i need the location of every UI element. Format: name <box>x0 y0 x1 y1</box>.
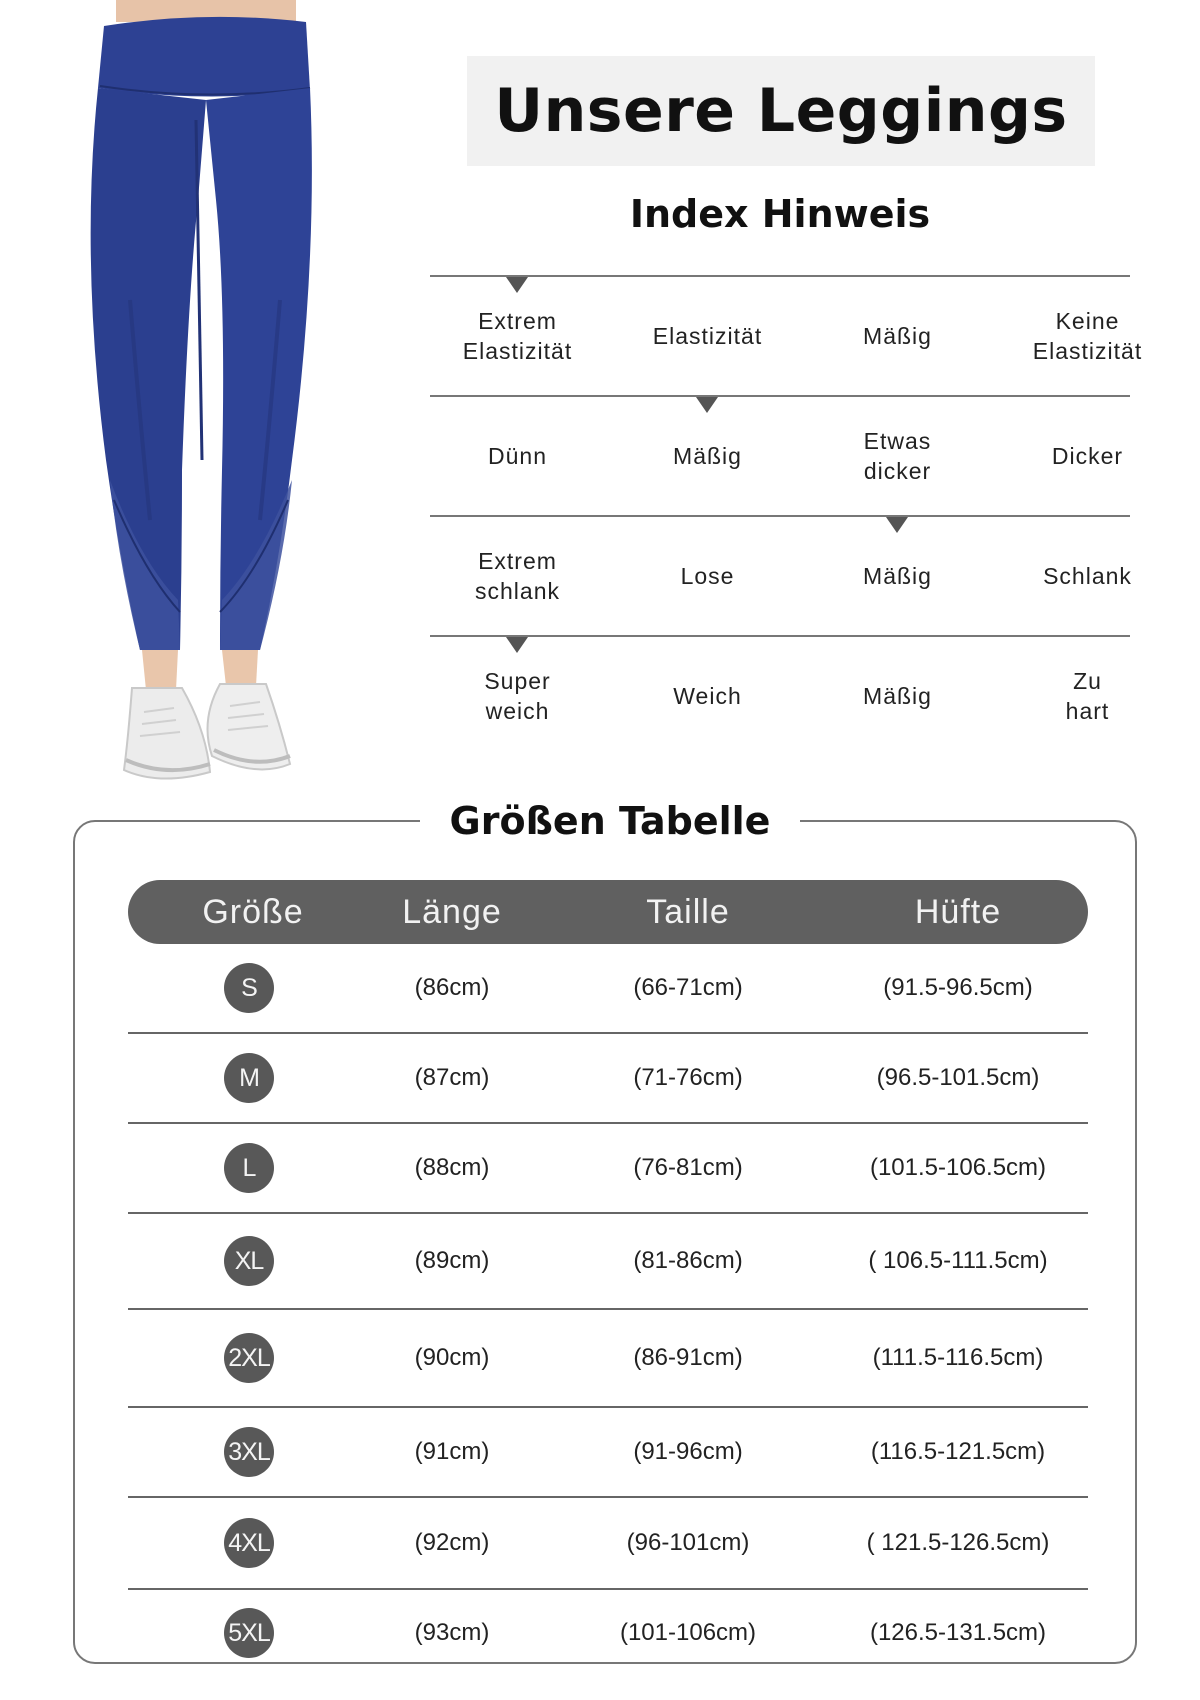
table-row <box>128 1034 1088 1124</box>
cell-huefte: (116.5-121.5cm) <box>870 1438 1046 1465</box>
index-cell: Lose <box>680 563 735 589</box>
index-row <box>430 515 1130 635</box>
table-row <box>128 1590 1088 1676</box>
index-cell: Elastizität <box>652 323 763 349</box>
index-cell: Mäßig <box>863 323 932 349</box>
table-row <box>128 944 1088 1034</box>
cell-laenge: (88cm) <box>414 1154 490 1181</box>
cell-taille: (81-86cm) <box>633 1247 743 1274</box>
cell-huefte: ( 121.5-126.5cm) <box>866 1529 1050 1556</box>
index-cell: Weich <box>673 683 742 709</box>
cell-taille: (71-76cm) <box>633 1064 743 1091</box>
cell-taille: (91-96cm) <box>633 1438 743 1465</box>
table-row <box>128 1124 1088 1214</box>
index-cell: Super weich <box>484 668 551 724</box>
cell-laenge: (89cm) <box>414 1247 490 1274</box>
index-cell: Mäßig <box>863 683 932 709</box>
size-badge: 2XL <box>224 1333 274 1383</box>
index-row <box>430 275 1143 395</box>
page-title: Unsere Leggings <box>494 76 1068 146</box>
table-row <box>128 1310 1088 1408</box>
index-cell: Mäßig <box>673 443 742 469</box>
index-title: Index Hinweis <box>629 192 931 236</box>
size-badge: M <box>224 1053 274 1103</box>
index-cell: Mäßig <box>863 563 932 589</box>
size-badge: 3XL <box>224 1427 274 1477</box>
cell-taille: (76-81cm) <box>633 1154 743 1181</box>
cell-laenge: (92cm) <box>414 1529 490 1556</box>
size-badge: 5XL <box>224 1608 274 1658</box>
cell-taille: (96-101cm) <box>626 1529 750 1556</box>
cell-taille: (86-91cm) <box>633 1344 743 1371</box>
size-table-body <box>128 944 1088 1676</box>
cell-laenge: (90cm) <box>414 1344 490 1371</box>
index-marker-triangle-icon <box>696 397 718 413</box>
size-badge: XL <box>224 1236 274 1286</box>
cell-huefte: (111.5-116.5cm) <box>872 1344 1044 1371</box>
header-taille: Taille <box>646 893 730 931</box>
cell-huefte: ( 106.5-111.5cm) <box>868 1247 1048 1274</box>
index-cell: Etwas dicker <box>863 428 932 484</box>
header-laenge: Länge <box>402 893 502 931</box>
table-row <box>128 1408 1088 1498</box>
title-banner <box>467 56 1095 166</box>
cell-huefte: (96.5-101.5cm) <box>876 1064 1040 1091</box>
index-cell: Extrem Elastizität <box>462 308 573 364</box>
cell-laenge: (86cm) <box>414 974 490 1001</box>
cell-laenge: (87cm) <box>414 1064 490 1091</box>
cell-huefte: (91.5-96.5cm) <box>883 974 1033 1001</box>
index-cell: Dicker <box>1051 443 1124 469</box>
cell-laenge: (93cm) <box>414 1619 490 1646</box>
index-marker-triangle-icon <box>506 277 528 293</box>
index-cell: Extrem schlank <box>475 548 560 604</box>
index-cell: Dünn <box>488 443 547 469</box>
table-row <box>128 1214 1088 1310</box>
index-row <box>430 395 1130 515</box>
size-badge: S <box>224 963 274 1013</box>
index-grid <box>430 275 1143 755</box>
header-groesse: Größe <box>202 893 304 931</box>
size-table-title: Größen Tabelle <box>420 796 800 846</box>
cell-huefte: (126.5-131.5cm) <box>869 1619 1047 1646</box>
cell-taille: (66-71cm) <box>633 974 743 1001</box>
size-badge: 4XL <box>224 1518 274 1568</box>
cell-huefte: (101.5-106.5cm) <box>869 1154 1047 1181</box>
index-marker-triangle-icon <box>506 637 528 653</box>
index-cell: Zu hart <box>1065 668 1110 724</box>
table-row <box>128 1498 1088 1590</box>
cell-taille: (101-106cm) <box>619 1619 757 1646</box>
cell-laenge: (91cm) <box>414 1438 490 1465</box>
size-table-header <box>128 880 1088 944</box>
leggings-product-image <box>70 0 370 800</box>
index-row <box>430 635 1130 755</box>
size-badge: L <box>224 1143 274 1193</box>
header-huefte: Hüfte <box>914 893 1002 931</box>
index-marker-triangle-icon <box>886 517 908 533</box>
index-cell: Keine Elastizität <box>1032 308 1143 364</box>
index-cell: Schlank <box>1043 563 1132 589</box>
